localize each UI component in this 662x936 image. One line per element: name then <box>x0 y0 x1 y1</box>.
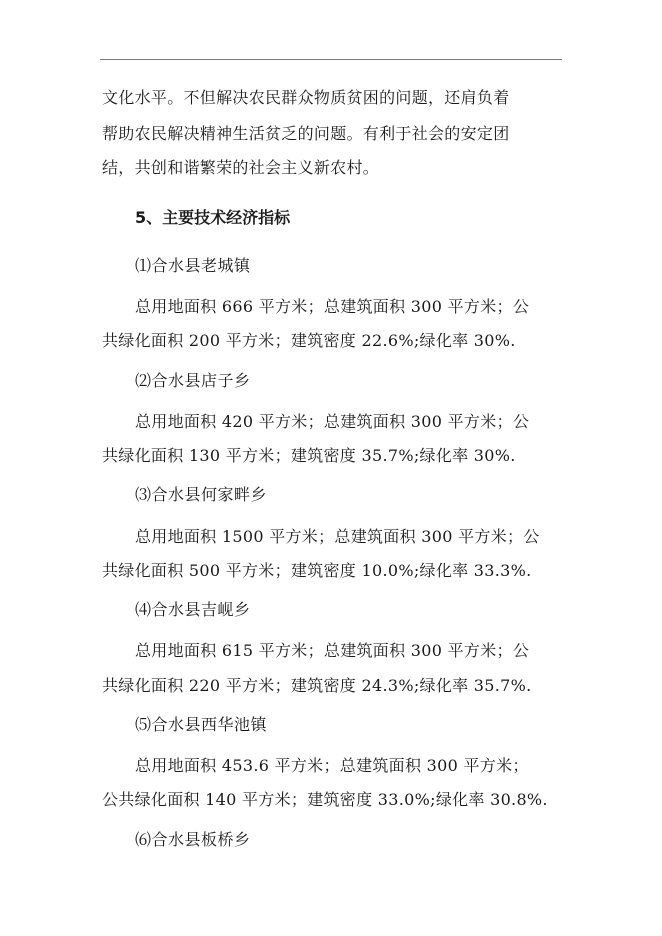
text-line: 文化水平。不但解决农民群众物质贫困的问题，还肩负着 <box>102 88 510 107</box>
site-metrics: 总用地面积 1500 平方米；总建筑面积 300 平方米；公 <box>135 527 540 546</box>
site-name: ⑵合水县店子乡 <box>135 371 251 390</box>
site-name: ⑷合水县吉岘乡 <box>135 600 251 619</box>
site-metrics: 共绿化面积 500 平方米；建筑密度 10.0%;绿化率 33.3%. <box>102 561 532 580</box>
site-metrics: 总用地面积 666 平方米；总建筑面积 300 平方米；公 <box>135 297 530 316</box>
site-name: ⑶合水县何家畔乡 <box>135 485 268 504</box>
text-line: 结，共创和谐繁荣的社会主义新农村。 <box>102 158 380 177</box>
site-metrics: 总用地面积 453.6 平方米；总建筑面积 300 平方米； <box>135 756 529 775</box>
site-metrics: 共绿化面积 200 平方米；建筑密度 22.6%;绿化率 30%. <box>102 331 516 350</box>
site-name: ⑹合水县板桥乡 <box>135 830 251 849</box>
site-metrics: 总用地面积 615 平方米；总建筑面积 300 平方米；公 <box>135 641 530 660</box>
site-metrics: 共绿化面积 130 平方米；建筑密度 35.7%;绿化率 30%. <box>102 446 516 465</box>
header-rule <box>100 59 562 60</box>
site-name: ⑴合水县老城镇 <box>135 256 251 275</box>
section-heading: 5、主要技术经济指标 <box>135 208 291 227</box>
site-metrics: 公共绿化面积 140 平方米；建筑密度 33.0%;绿化率 30.8%. <box>102 790 548 809</box>
text-line: 帮助农民解决精神生活贫乏的问题。有利于社会的安定团 <box>102 124 510 143</box>
site-metrics: 共绿化面积 220 平方米；建筑密度 24.3%;绿化率 35.7%. <box>102 676 532 695</box>
site-name: ⑸合水县西华池镇 <box>135 715 268 734</box>
site-metrics: 总用地面积 420 平方米；总建筑面积 300 平方米；公 <box>135 412 530 431</box>
